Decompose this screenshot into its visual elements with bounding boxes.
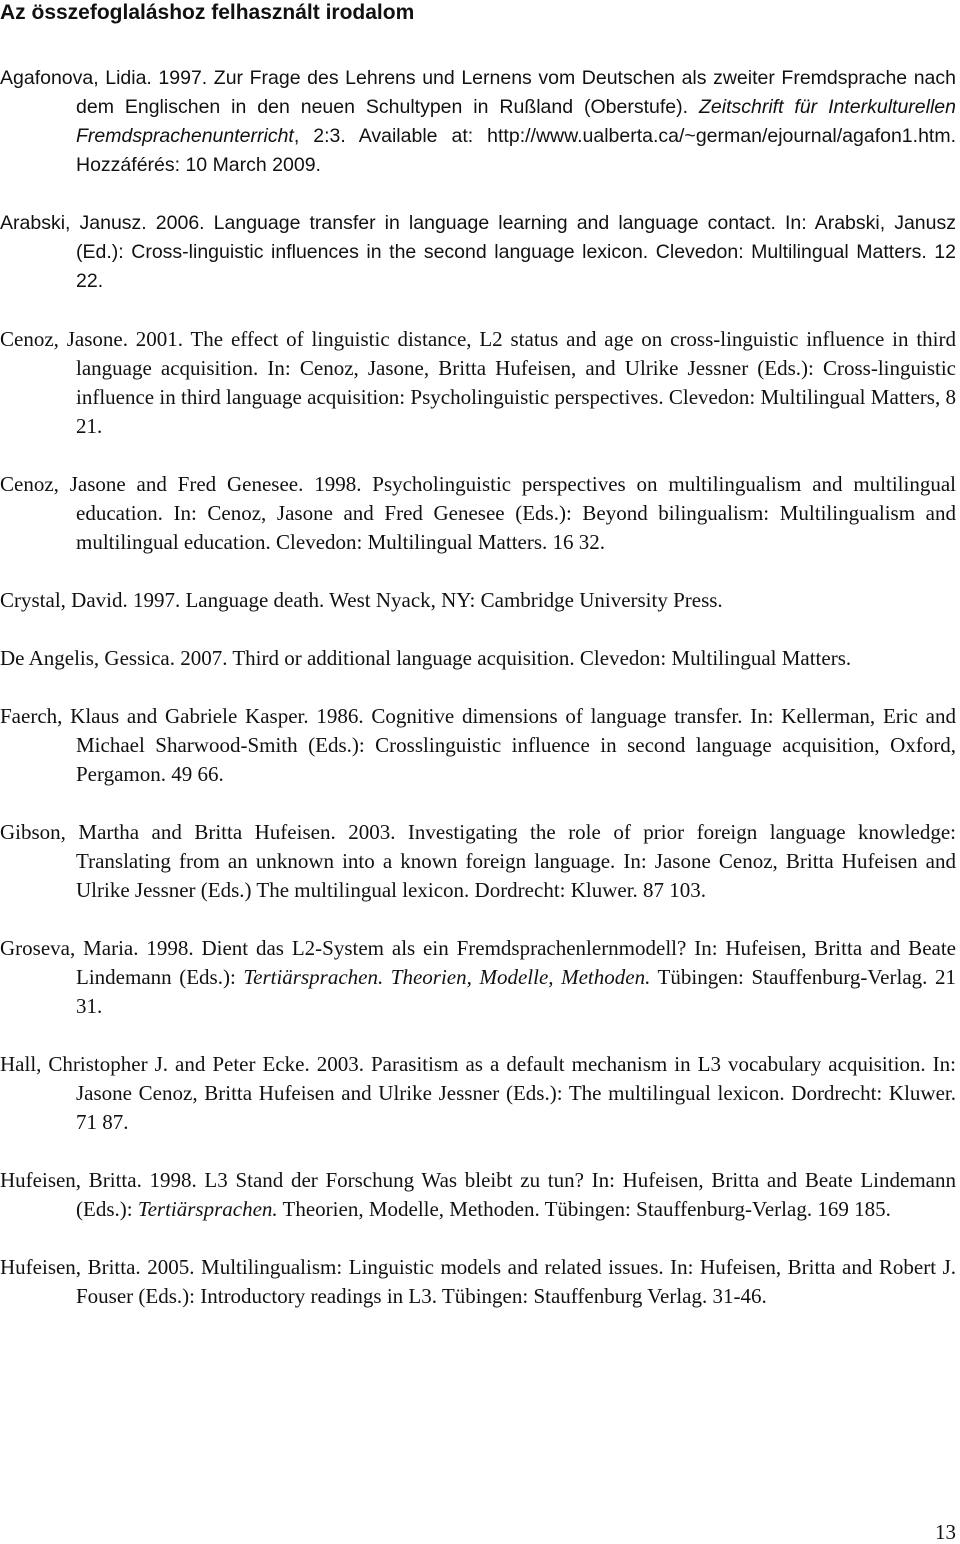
reference-item [0,586,956,615]
reference-text: Cenoz, Jasone. 2001. The effect of linguistic distance, L2 status and age on cross-linguistic influence in third language acquisition. In: Cenoz, Jasone, Britta Hufeisen, and Ulrike Jessner (Eds.): Cross-linguistic influence in third language acquisition: Psycholinguistic perspectives. Clevedon: Multilingual Matters, 8 21. [0,327,956,438]
reference-item [0,934,956,1021]
reference-text: Groseva, Maria. 1998. Dient das L2-System als ein Fremdsprachenlernmodell? In: Hufeisen, Britta and Beate Lindemann (Eds.): [0,936,956,989]
reference-item [0,1166,956,1224]
reference-italic: Tertiärsprachen. Theorien, Modelle, Methoden. [243,965,651,989]
reference-text: Hufeisen, Britta. 2005. Multilingualism: Linguistic models and related issues. In: Hufeisen, Britta and Robert J. Fouser (Eds.): Introductory readings in L3. Tübingen: Stauffenburg Verlag. 31-46. [0,1255,956,1308]
reference-text: Hall, Christopher J. and Peter Ecke. 2003. Parasitism as a default mechanism in L3 vocabulary acquisition. In: Jasone Cenoz, Britta Hufeisen and Ulrike Jessner (Eds.): The multilingual lexicon. Dordrecht: Kluwer. 71 87. [0,1052,956,1134]
reference-text: Crystal, David. 1997. Language death. West Nyack, NY: Cambridge University Press. [0,588,723,612]
reference-italic: Zeitschrift für Interkulturellen Fremdsprachenunterricht [76,96,957,147]
page-heading: Az összefoglaláshoz felhasznált irodalom [0,1,415,24]
reference-text: Agafonova, Lidia. 1997. Zur Frage des Lehrens und Lernens vom Deutschen als zweiter Fremdsprache nach dem Englischen in den neuen Schultypen in Rußland (Oberstufe). [0,67,956,118]
reference-text-tail: Tübingen: Stauffenburg-Verlag. 21 31. [76,965,956,1018]
reference-text: Arabski, Janusz. 2006. Language transfer in language learning and language contact. In: Arabski, Janusz (Ed.): Cross-linguistic influences in the second language lexicon. Clevedon: Multilingual Matters. 12 22. [0,212,956,292]
reference-italic: Tertiärsprachen. [137,1197,278,1221]
reference-item [0,644,956,673]
reference-item [0,64,956,180]
reference-text-tail: Theorien, Modelle, Methoden. Tübingen: Stauffenburg-Verlag. 169 185. [277,1197,891,1221]
reference-text: Hufeisen, Britta. 1998. L3 Stand der Forschung Was bleibt zu tun? In: Hufeisen, Britta and Beate Lindemann (Eds.): [0,1168,956,1221]
reference-item [0,702,956,789]
reference-text-tail: , 2:3. Available at: http://www.ualberta.ca/~german/ejournal/agafon1.htm. Hozzáférés: 10 March 2009. [76,125,956,176]
reference-item [0,1253,956,1311]
reference-item [0,1050,956,1137]
reference-item [0,818,956,905]
reference-text: Gibson, Martha and Britta Hufeisen. 2003. Investigating the role of prior foreign language knowledge: Translating from an unknown into a known foreign language. In: Jasone Cenoz, Britta Hufeisen and Ulrike Jessner (Eds.) The multilingual lexicon. Dordrecht: Kluwer. 87 103. [0,820,956,902]
reference-item [0,325,956,441]
reference-item [0,209,956,296]
reference-text: De Angelis, Gessica. 2007. Third or additional language acquisition. Clevedon: Multilingual Matters. [0,646,852,670]
page-number: 13 [935,1520,956,1544]
reference-list [0,64,956,1340]
reference-text: Cenoz, Jasone and Fred Genesee. 1998. Psycholinguistic perspectives on multilingualism and multilingual education. In: Cenoz, Jasone and Fred Genesee (Eds.): Beyond bilingualism: Multilingualism and multilingual education. Clevedon: Multilingual Matters. 16 32. [0,472,956,554]
reference-item [0,470,956,557]
reference-text: Faerch, Klaus and Gabriele Kasper. 1986. Cognitive dimensions of language transfer. In: Kellerman, Eric and Michael Sharwood-Smith (Eds.): Crosslinguistic influence in second language acquisition, Oxford, Pergamon. 49 66. [0,704,956,786]
